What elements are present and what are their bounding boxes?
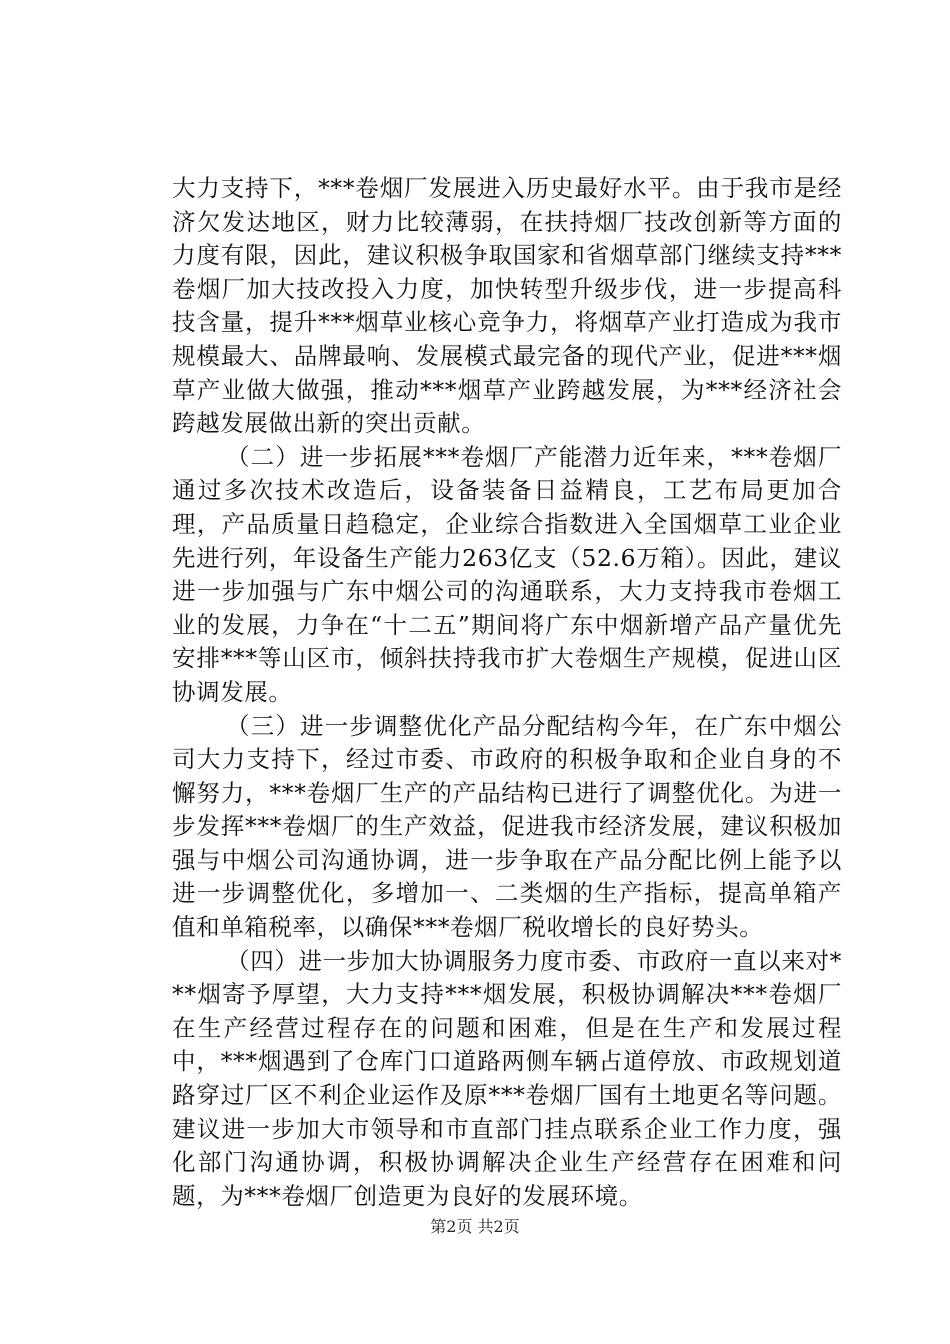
page-footer: 第2页 共2页	[430, 1217, 520, 1236]
paragraph-4: （四）进一步加大协调服务力度市委、市政府一直以来对***烟寄予厚望，大力支持***烟发展，积极协调解决***卷烟厂在生产经营过程存在的问题和困难，但是在生产和发展过程中，***烟遇到了仓库门口道路两侧车辆占道停放、市政规划道路穿过厂区不利企业运作及原***卷烟厂国有土地更名等问题。建议进一步加大市领导和市直部门挂点联系企业工作力度，强化部门沟通协调，积极协调解决企业生产经营存在困难和问题，为***卷烟厂创造更为良好的发展环境。	[172, 946, 842, 1210]
paragraph-2: （二）进一步拓展***卷烟厂产能潜力近年来，***卷烟厂通过多次技术改造后，设备装备日益精良，工艺布局更加合理，产品质量日趋稳定，企业综合指数进入全国烟草工业企业先进行列，年设备生产能力263亿支（52.6万箱）。因此，建议进一步加强与广东中烟公司的沟通联系，大力支持我市卷烟工业的发展，力争在“十二五”期间将广东中烟新增产品产量优先安排***等山区市，倾斜扶持我市扩大卷烟生产规模，促进山区协调发展。	[172, 442, 842, 706]
document-body	[172, 172, 842, 1213]
paragraph-1: 大力支持下，***卷烟厂发展进入历史最好水平。由于我市是经济欠发达地区，财力比较薄弱，在扶持烟厂技改创新等方面的力度有限，因此，建议积极争取国家和省烟草部门继续支持***卷烟厂加大技改投入力度，加快转型升级步伐，进一步提高科技含量，提升***烟草业核心竞争力，将烟草产业打造成为我市规模最大、品牌最响、发展模式最完备的现代产业，促进***烟草产业做大做强，推动***烟草产业跨越发展，为***经济社会跨越发展做出新的突出贡献。	[172, 174, 842, 438]
paragraph-3: （三）进一步调整优化产品分配结构今年，在广东中烟公司大力支持下，经过市委、市政府的积极争取和企业自身的不懈努力，***卷烟厂生产的产品结构已进行了调整优化。为进一步发挥***卷烟厂的生产效益，促进我市经济发展，建议积极加强与中烟公司沟通协调，进一步争取在产品分配比例上能予以进一步调整优化，多增加一、二类烟的生产指标，提高单箱产值和单箱税率，以确保***卷烟厂税收增长的良好势头。	[172, 711, 842, 942]
